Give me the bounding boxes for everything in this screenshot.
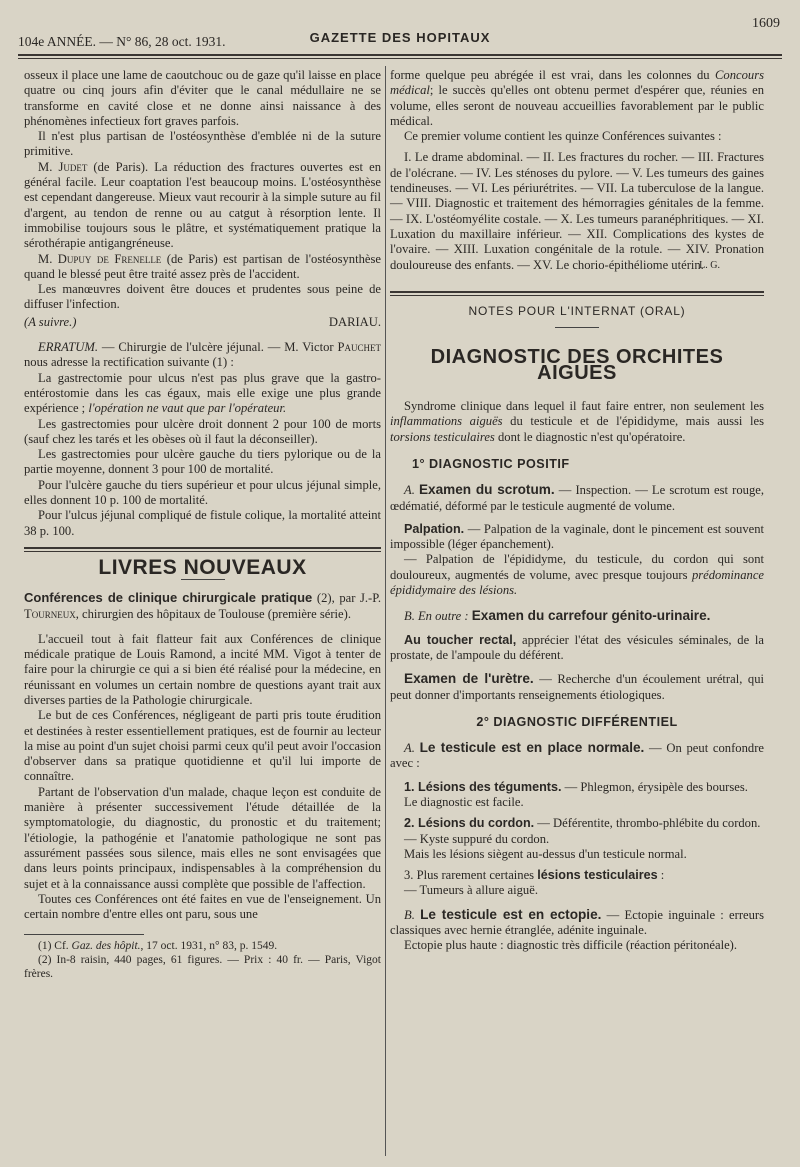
italic-text: prédominance épididymaire des lésions.	[390, 567, 764, 598]
paragraph	[390, 671, 764, 703]
heading-rule	[181, 579, 225, 580]
notes-heading: NOTES POUR L'INTERNAT (ORAL)	[468, 304, 686, 319]
paragraph: Les gastrectomies pour ulcère droit donnent 2 pour 100 de morts (sauf chez les tarés et les obèses où il faut la déconseiller).	[24, 416, 381, 446]
subheading-positive: 1° DIAGNOSTIC POSITIF	[412, 456, 570, 471]
paragraph: — Tumeurs à allure aiguë.	[404, 883, 538, 898]
paragraph: Ce premier volume contient les quinze Conférences suivantes :	[404, 129, 722, 144]
item-title: Examen du carrefour génito-urinaire.	[471, 608, 711, 624]
paragraph-text: La gastrectomie pour ulcus n'est pas plus grave que la gastro-entérostomie dans les cas égaux, mais elle exige une plus grande expérience ;	[24, 370, 381, 416]
conference-list: I. Le drame abdominal. — II. Les fractures du rocher. — III. Fractures de l'olécrane. — IV. Les sténoses du pylore. — V. Les tumeurs des gaines tendineuses. — VI. Les périurétrites. — VII. La tuberculose de la langue. — VIII. Diagnostic et traitement des hémorragies génitales de la femme. — IX. L'ostéomyélite costale. — X. Les tumeurs paranéphritiques. — XI. Luxation du maxillaire inférieur. — XII. Complications des kystes de l'ovaire. — XIII. Luxation congénitale de la rotule. — XIV. Pronation douloureuse des enfants. — XV. Le chorio-épithéliome utérin.	[390, 150, 764, 272]
italic-text: Concours médical	[390, 68, 764, 98]
paragraph: Toutes ces Conférences ont été faites en vue de l'enseignement. Un certain nombre d'entre elles ont paru, sous une	[24, 891, 381, 922]
signature-line	[24, 315, 381, 330]
section-heading-livres: LIVRES NOUVEAUX	[98, 555, 307, 579]
footnote	[24, 939, 381, 953]
item-label: B. En outre :	[404, 609, 472, 624]
paragraph	[24, 371, 381, 417]
item-label: B.	[404, 907, 421, 922]
section-rule	[390, 291, 764, 293]
paragraph-text: :	[657, 868, 665, 883]
paragraph-text: (de Paris). La réduction des fractures ouvertes est en général facile. Leur coaptation l'est beaucoup moins. L'ostéosynthèse est cependant dangereuse. Mieux vaut recourir à la simple suture au fil d'argent, au tendon de renne ou au catgut à résorption lente. Il immobilise toujours sous le plâtre, et systématiquement pratique la sérothérapie antigangréneuse.	[24, 159, 381, 251]
item-title: lésions testiculaires	[537, 868, 658, 883]
author-name: M. Judet	[38, 159, 88, 174]
item-title: Le testicule est en place normale.	[419, 740, 645, 756]
paragraph-text: — Déférentite, thrombo-phlébite du cordon.	[534, 816, 761, 831]
header-rule-thin	[18, 58, 782, 59]
paragraph	[390, 552, 764, 598]
section-heading-diagnostic: DIAGNOSTIC DES ORCHITES AIGUES	[430, 346, 724, 384]
italic-text: torsions testiculaires	[390, 429, 495, 444]
section-rule	[24, 547, 381, 549]
paragraph	[390, 907, 764, 939]
right-column	[390, 68, 764, 954]
paragraph	[24, 252, 381, 283]
paragraph: Il n'est plus partisan de l'ostéosynthèse d'emblée ni de la suture primitive.	[24, 129, 381, 159]
journal-title: GAZETTE DES HOPITAUX	[309, 30, 491, 45]
item-title: Le testicule est en ectopie.	[420, 906, 602, 922]
book-entry	[24, 590, 381, 622]
paragraph-text: du testicule et de l'épididyme, mais aussi les	[502, 414, 764, 429]
paragraph: Les gastrectomies pour ulcère gauche du tiers pylorique ou de la partie moyenne, donnent 3 pour 100 de mortalité.	[24, 447, 381, 477]
paragraph: Le diagnostic est facile.	[404, 794, 524, 809]
book-title: Conférences de clinique chirurgicale pratique	[24, 590, 313, 606]
paragraph-text: 3. Plus rarement certaines	[404, 868, 538, 883]
page-number: 1609	[752, 16, 780, 31]
paragraph	[390, 816, 764, 831]
paragraph-text: Syndrome clinique dans lequel il faut faire entrer, non seulement les	[404, 399, 764, 414]
item-title: Palpation.	[404, 521, 465, 536]
footnote-rule	[24, 934, 144, 935]
author-name: M. Dupuy de Frenelle	[38, 251, 162, 266]
section-rule-thin	[24, 551, 381, 552]
header-rule	[18, 54, 782, 56]
erratum-title: — Chirurgie de l'ulcère jéjunal. — M. Victor	[98, 340, 338, 355]
paragraph: Mais les lésions siègent au-dessus d'un testicule normal.	[404, 846, 687, 861]
paragraph: osseux il place une lame de caoutchouc ou de gaze qu'il laisse en place quatre ou cinq jours afin d'éviter que le canal médullaire ne se transforme en cavité close et ne donne ainsi naissance à des phénomènes infectieux fort graves parfois.	[24, 68, 381, 128]
item-title: 1. Lésions des téguments.	[404, 779, 562, 794]
paragraph: L'accueil tout à fait flatteur fait aux Conférences de clinique médicale pratique de Louis Ramond, a incité MM. Vigot à tenter de faire pour la chirurgie ce qui a si bien été réalisé pour la médecine, en réunissant en volumes un certain nombre de questions ayant trait aux diverses parties de la Pathologie chirurgicale.	[24, 631, 381, 707]
paragraph-text: — Palpation de la vaginale, dont le pincement est souvent impossible (léger épanchement).	[390, 521, 764, 552]
author-name: Tourneux	[24, 606, 76, 621]
paragraph: Les manœuvres doivent être douces et prudentes sous peine de diffuser l'infection.	[24, 282, 381, 312]
italic-text: l'opération ne vaut que par l'opérateur.	[85, 401, 287, 416]
paragraph: — Kyste suppuré du cordon.	[404, 831, 550, 846]
signature: DARIAU.	[328, 314, 381, 329]
footnote-text: (1) Cf.	[38, 940, 72, 953]
paragraph-text: — Palpation de l'épididyme, du testicule, du cordon qui sont douloureux, augmentés de volume, avec presque toujours	[390, 552, 764, 582]
paragraph-text: — Ectopie inguinale : erreurs classiques avec hernie étranglée, adénite inguinale.	[390, 907, 764, 938]
paragraph	[24, 160, 381, 252]
item-label: A.	[404, 483, 419, 498]
item-title: Examen du scrotum.	[418, 482, 555, 498]
paragraph	[390, 608, 764, 624]
erratum-label: ERRATUM.	[38, 340, 99, 355]
italic-text: inflammations aiguës	[390, 414, 503, 429]
paragraph-text: — Inspection. — Le scrotum est rouge, œdématié, déformé par le testicule augmenté de volume.	[390, 483, 764, 513]
footnote-text: , 17 oct. 1931, n° 83, p. 1549.	[140, 940, 278, 953]
page-header	[0, 0, 800, 68]
footnote: (2) In-8 raisin, 440 pages, 61 figures. — Prix : 40 fr. — Paris, Vigot frères.	[24, 954, 381, 981]
paragraph-text: — Recherche d'un écoulement urétral, qui peut donner d'importants renseignements étiologiques.	[390, 672, 764, 702]
paragraph: Ectopie plus haute : diagnostic très difficile (réaction péritonéale).	[404, 938, 738, 953]
book-info: , chirurgien des hôpitaux de Toulouse (première série).	[75, 606, 351, 621]
paragraph-text: — Phlegmon, érysipèle des bourses.	[561, 779, 748, 794]
author-name: Pauchet	[337, 340, 381, 355]
issue-line: 104e ANNÉE. — N° 86, 28 oct. 1931.	[18, 34, 226, 49]
left-column	[24, 68, 381, 981]
column-divider	[385, 66, 386, 1156]
to-be-continued: (A suivre.)	[24, 314, 77, 329]
signature: L. G.	[699, 259, 720, 271]
paragraph	[390, 780, 764, 795]
paragraph: Le but de ces Conférences, négligeant de parti pris toute érudition et destinées à rester essentiellement pratiques, est de fournir au lecteur la mise au point d'un sujet choisi parmi ceux qu'il peut avoir l'occasion d'observer dans sa pratique quotidienne et qu'il lui importe de connaître.	[24, 708, 381, 784]
paragraph: Pour l'ulcère gauche du tiers supérieur et pour ulcus jéjunal simple, elles donnent 10 p. 100 de mortalité.	[24, 477, 381, 508]
paragraph-text: dont le diagnostic n'est qu'opératoire.	[494, 429, 686, 444]
item-title: Au toucher rectal,	[404, 632, 517, 647]
item-title: Examen de l'urètre.	[404, 671, 534, 687]
book-ref: (2), par J.-P.	[312, 591, 381, 606]
erratum-heading	[24, 340, 381, 371]
paragraph	[390, 740, 764, 772]
paragraph: Pour l'ulcus jéjunal compliqué de fistule colique, la mortalité atteint 38 p. 100.	[24, 508, 381, 538]
paragraph	[390, 68, 764, 129]
footnote-italic: Gaz. des hôpit.	[71, 940, 141, 953]
paragraph	[390, 522, 764, 553]
paragraph	[390, 482, 764, 514]
erratum-text: nous adresse la rectification suivante (1) :	[24, 355, 234, 370]
section-rule-thin	[390, 295, 764, 296]
paragraph	[390, 399, 764, 445]
paragraph-text: (de Paris) est partisan de l'ostéosynthèse quand le blessé peut être traité assez près de l'accident.	[24, 251, 381, 281]
heading-rule	[555, 327, 599, 328]
item-label: A.	[404, 741, 420, 756]
paragraph-text: ; le succès qu'elles ont obtenu permet d'espérer que, réunies en volume, elles seront de nouveau accueillies favorablement par le public médical.	[390, 83, 764, 128]
subheading-differential: 2° DIAGNOSTIC DIFFÉRENTIEL	[476, 714, 678, 729]
paragraph-text: — On peut confondre avec :	[390, 741, 764, 771]
paragraph: Partant de l'observation d'un malade, chaque leçon est conduite de manière à présenter successivement l'étude détaillée de la symptomatologie, du diagnostic, du pronostic et du traitement; l'étiologie, la pathogénie et l'anatomie pathologique ne sont pas assurément passées sous silence, mais elles ne sont envisagées que dans leurs points principaux, indispensables à la compréhension du sujet et à la connaissance aussi complète que possible de l'affection.	[24, 784, 381, 891]
paragraph-text: apprécier l'état des vésicules séminales, de la prostate, de l'ampoule du déférent.	[390, 632, 764, 662]
item-title: 2. Lésions du cordon.	[404, 816, 535, 831]
paragraph	[390, 633, 764, 664]
paragraph	[390, 868, 764, 883]
paragraph-text: forme quelque peu abrégée il est vrai, dans les colonnes du	[390, 68, 716, 82]
